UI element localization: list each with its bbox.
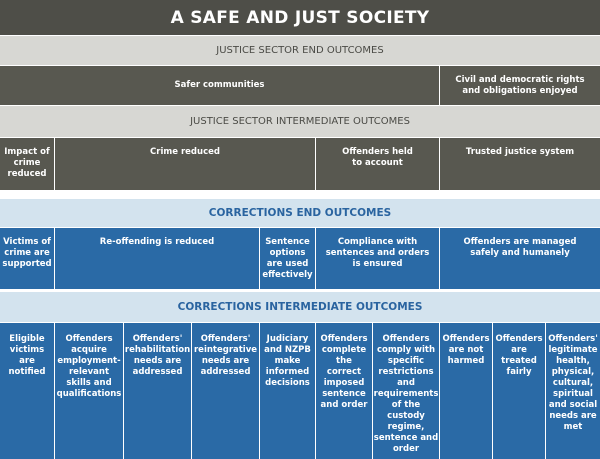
outcome-legitimate-needs	[546, 323, 600, 459]
outcome-label: Trusted justice system	[465, 147, 575, 157]
outcome-label: Offenders' legitimate health, physical, cultural, spiritual and social needs are met	[548, 334, 598, 432]
outcome-victims-supported	[0, 228, 54, 289]
diagram-title-bar	[0, 0, 600, 35]
corrections-end-heading: CORRECTIONS END OUTCOMES	[208, 207, 392, 219]
outcome-informed-decisions	[260, 323, 315, 459]
outcome-rehabilitation-needs	[124, 323, 191, 459]
outcome-managed-safely	[440, 228, 600, 289]
justice-intermediate-heading-bar	[0, 106, 600, 137]
corrections-end-heading-bar	[0, 199, 600, 227]
outcome-comply-restrictions	[373, 323, 439, 459]
outcome-label: Safer communities	[174, 80, 265, 90]
outcome-civil-rights	[440, 66, 600, 105]
justice-intermediate-row	[0, 138, 600, 190]
outcome-label: Victims of crime are supported	[2, 237, 52, 269]
outcome-label: Impact of crime reduced	[4, 147, 50, 179]
outcome-safer-communities	[0, 66, 439, 105]
outcome-reoffending-reduced	[55, 228, 259, 289]
outcome-employment-skills	[55, 323, 123, 459]
outcome-compliance-ensured	[316, 228, 439, 289]
outcome-label: Offenders acquire employment-relevant skills and qualifications	[56, 334, 122, 399]
outcome-label: Compliance with sentences and orders is ensured	[325, 237, 430, 269]
outcome-label: Sentence options are used effectively	[262, 237, 313, 280]
outcome-treated-fairly	[493, 323, 545, 459]
outcome-label: Civil and democratic rights and obligations enjoyed	[455, 74, 585, 96]
outcome-not-harmed	[440, 323, 492, 459]
outcome-label: Offenders comply with specific restrictions and requirements of the custody regime, sentence and order	[373, 334, 439, 454]
corrections-intermediate-row	[0, 323, 600, 459]
outcome-label: Offenders complete the correct imposed sentence and order	[320, 334, 368, 410]
outcome-label: Judiciary and NZPB make informed decisions	[264, 334, 311, 388]
outcome-label: Offenders held to account	[342, 147, 413, 168]
outcome-sentence-options-used	[260, 228, 315, 289]
corrections-end-row	[0, 228, 600, 289]
outcome-label: Eligible victims are notified	[8, 334, 46, 377]
outcome-trusted-justice-system	[440, 138, 600, 190]
outcome-crime-reduced	[55, 138, 315, 190]
corrections-intermediate-heading-bar	[0, 292, 600, 322]
outcome-label: Offenders are treated fairly	[495, 334, 543, 377]
justice-end-heading-bar	[0, 36, 600, 65]
outcome-label: Offenders' rehabilitation needs are addressed	[124, 334, 191, 377]
outcome-complete-sentence	[316, 323, 372, 459]
justice-intermediate-heading: JUSTICE SECTOR INTERMEDIATE OUTCOMES	[190, 116, 410, 127]
diagram-title: A SAFE AND JUST SOCIETY	[170, 7, 430, 28]
outcome-victims-notified	[0, 323, 54, 459]
outcome-reintegrative-needs	[192, 323, 259, 459]
corrections-intermediate-heading: CORRECTIONS INTERMEDIATE OUTCOMES	[177, 301, 423, 313]
outcome-label: Offenders are managed safely and humanely	[463, 237, 577, 258]
justice-end-row	[0, 66, 600, 105]
outcome-offenders-held-to-account	[316, 138, 439, 190]
outcome-label: Offenders' reintegrative needs are addressed	[193, 334, 258, 377]
outcome-impact-of-crime-reduced	[0, 138, 54, 190]
outcome-label: Offenders are not harmed	[442, 334, 490, 366]
outcome-label: Crime reduced	[150, 147, 220, 157]
justice-end-heading: JUSTICE SECTOR END OUTCOMES	[216, 45, 384, 56]
outcome-label: Re-offending is reduced	[99, 237, 215, 247]
